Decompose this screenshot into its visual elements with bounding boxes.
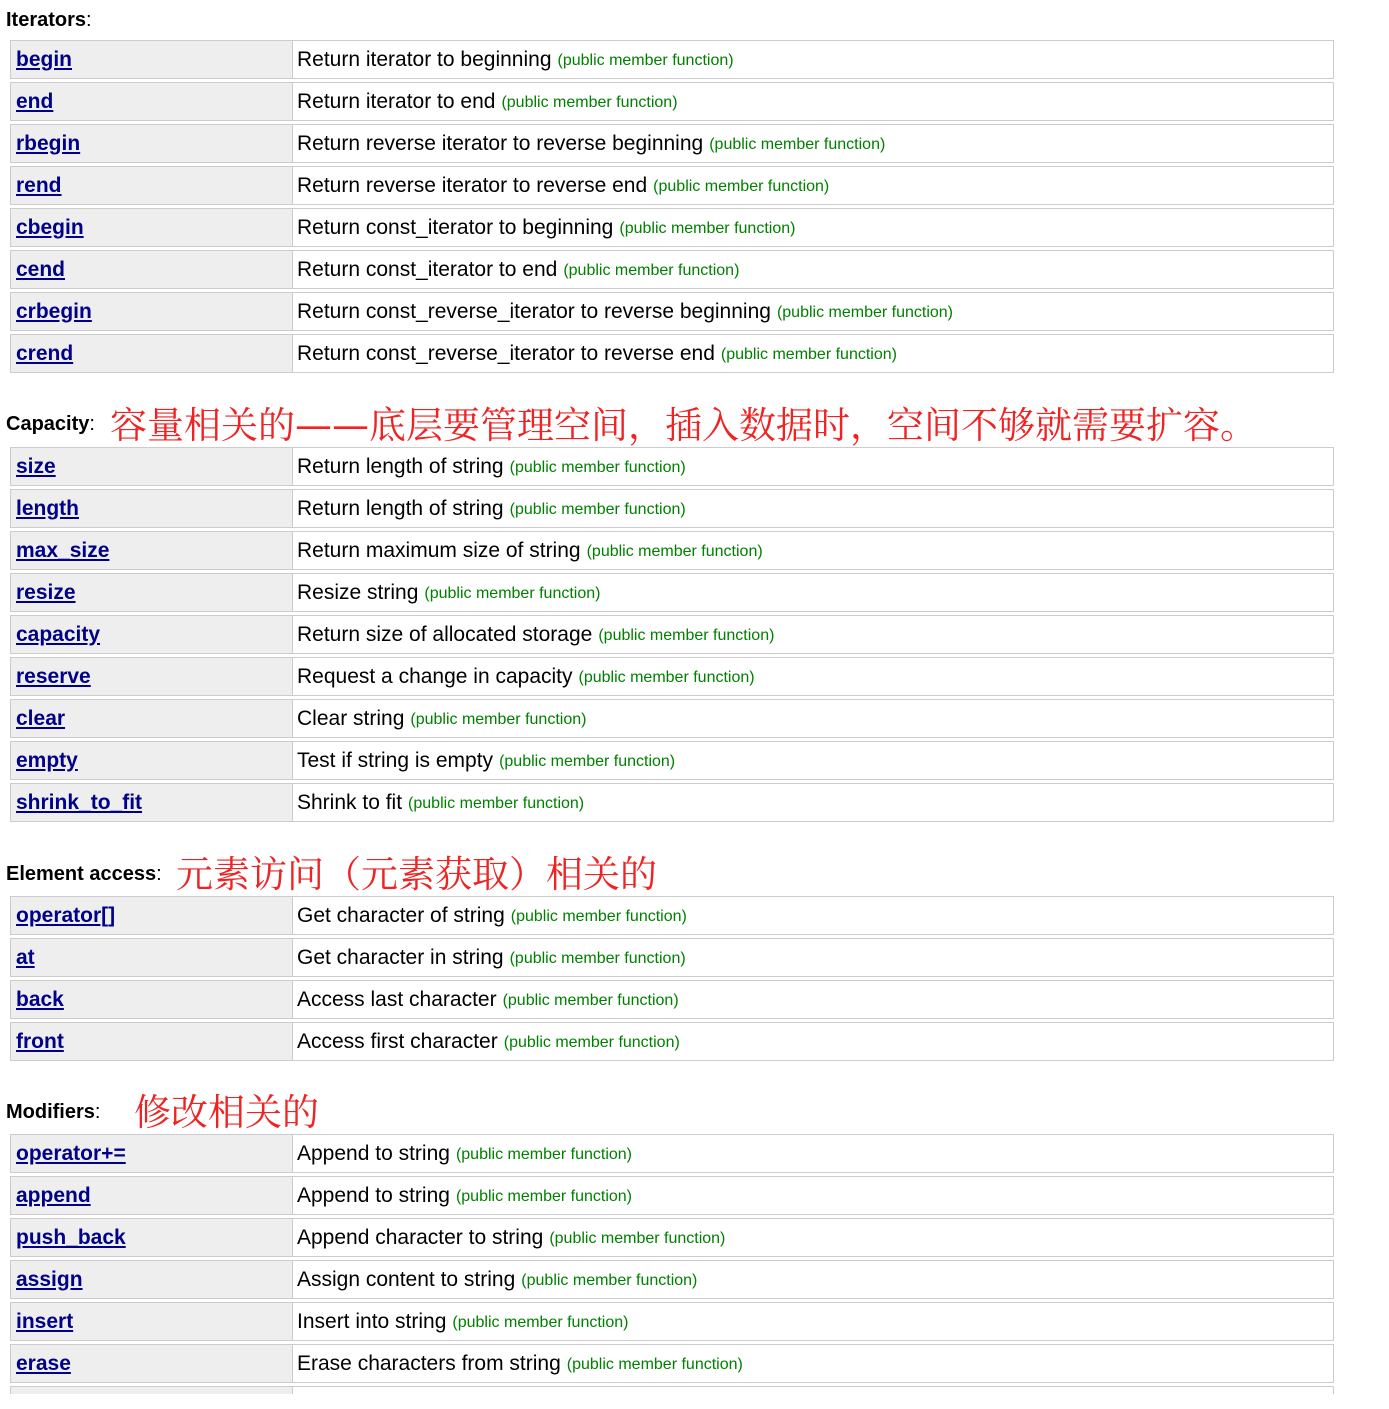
member-kind: (public member function) (455, 1145, 633, 1163)
section-title: Element access: (6, 863, 162, 885)
member-description: Append character to string (297, 1225, 544, 1249)
member-link-end[interactable]: end (16, 89, 54, 113)
member-kind: (public member function) (720, 345, 897, 363)
member-link-operator-plus-equals[interactable]: operator+= (16, 1141, 126, 1165)
member-kind: (public member function) (408, 794, 585, 812)
member-link-rbegin[interactable]: rbegin (16, 131, 81, 155)
member-description: Assign content to string (297, 1267, 516, 1291)
member-description: Test if string is empty (297, 748, 494, 772)
member-description: Request a change in capacity (297, 664, 573, 688)
member-name-cell (11, 83, 293, 120)
member-link-at[interactable]: at (16, 945, 35, 969)
member-name-cell (11, 1135, 293, 1172)
table-row (10, 1260, 1334, 1299)
member-desc-cell (293, 209, 1333, 246)
member-name-cell (11, 335, 293, 372)
member-desc-cell (293, 1023, 1333, 1060)
member-table-modifiers (10, 1134, 1334, 1386)
member-kind: (public member function) (510, 907, 687, 925)
member-desc-cell (293, 125, 1333, 162)
member-kind: (public member function) (653, 177, 830, 195)
member-desc-cell (293, 939, 1333, 976)
member-desc-cell (293, 490, 1333, 527)
annotation-note: 容量相关的——底层要管理空间，插入数据时，空间不够就需要扩容。 (110, 404, 1257, 447)
member-description: Return const_reverse_iterator to reverse beginning (297, 299, 771, 323)
member-description: Get character in string (297, 945, 504, 969)
member-name-cell (11, 616, 293, 653)
member-desc-cell (293, 293, 1333, 330)
table-row (10, 489, 1334, 528)
member-description: Access last character (297, 987, 497, 1011)
table-row (10, 250, 1334, 289)
member-desc-cell (293, 251, 1333, 288)
member-name-cell (11, 1177, 293, 1214)
member-description: Get character of string (297, 903, 505, 927)
member-name-cell (11, 897, 293, 934)
member-name-cell (11, 1023, 293, 1060)
member-link-append[interactable]: append (16, 1183, 91, 1207)
member-desc-cell (293, 616, 1333, 653)
member-name-cell (11, 251, 293, 288)
member-link-empty[interactable]: empty (16, 748, 78, 772)
member-link-erase[interactable]: erase (16, 1351, 71, 1375)
table-row (10, 531, 1334, 570)
member-desc-cell (293, 1135, 1333, 1172)
member-kind: (public member function) (424, 584, 601, 602)
member-desc-cell (293, 532, 1333, 569)
table-row (10, 334, 1334, 373)
member-name-cell (11, 1261, 293, 1298)
table-row (10, 741, 1334, 780)
table-row (10, 1218, 1334, 1257)
table-row (10, 40, 1334, 79)
member-desc-cell (293, 448, 1333, 485)
member-desc-cell (293, 41, 1333, 78)
member-description: Return const_iterator to end (297, 257, 558, 281)
member-desc-cell (293, 700, 1333, 737)
table-row (10, 1022, 1334, 1061)
table-row (10, 938, 1334, 977)
member-name-cell (11, 1387, 293, 1394)
member-desc-cell (293, 1345, 1333, 1382)
member-desc-cell (293, 167, 1333, 204)
member-kind: (public member function) (455, 1187, 633, 1205)
member-description: Return reverse iterator to reverse end (297, 173, 648, 197)
member-description: Resize string (297, 580, 419, 604)
member-desc-cell (293, 742, 1333, 779)
member-kind: (public member function) (501, 93, 678, 111)
table-row (10, 1344, 1334, 1383)
table-row (10, 1134, 1334, 1173)
member-desc-cell (293, 1303, 1333, 1340)
member-desc-cell (293, 784, 1333, 821)
member-desc-cell (293, 574, 1333, 611)
table-row (10, 783, 1334, 822)
member-kind: (public member function) (598, 626, 775, 644)
member-name-cell (11, 167, 293, 204)
member-name-cell (11, 1219, 293, 1256)
member-link-back[interactable]: back (16, 987, 64, 1011)
member-desc-cell (293, 897, 1333, 934)
member-kind: (public member function) (503, 1033, 680, 1051)
member-description: Return reverse iterator to reverse beginning (297, 131, 704, 155)
member-kind: (public member function) (521, 1271, 698, 1289)
member-desc-cell (293, 83, 1333, 120)
member-link-assign[interactable]: assign (16, 1267, 83, 1291)
member-kind: (public member function) (509, 458, 686, 476)
annotation-note: 修改相关的 (134, 1091, 319, 1134)
table-row (10, 896, 1334, 935)
member-kind: (public member function) (509, 949, 686, 967)
member-link-insert[interactable]: insert (16, 1309, 74, 1333)
table-row (10, 573, 1334, 612)
table-row (10, 82, 1334, 121)
table-row (10, 615, 1334, 654)
member-desc-cell (293, 1261, 1333, 1298)
member-name-cell (11, 293, 293, 330)
table-row-cut-off (10, 1386, 1334, 1394)
member-kind: (public member function) (619, 219, 796, 237)
member-description: Insert into string (297, 1309, 447, 1333)
member-name-cell (11, 41, 293, 78)
section-title: Iterators: (6, 9, 92, 31)
member-desc-cell (293, 981, 1333, 1018)
member-name-cell (11, 742, 293, 779)
table-row (10, 292, 1334, 331)
member-name-cell (11, 1345, 293, 1382)
section-title: Capacity: (6, 413, 95, 435)
member-table-iterators (10, 40, 1334, 376)
member-kind: (public member function) (509, 500, 686, 518)
table-row (10, 447, 1334, 486)
member-kind: (public member function) (578, 668, 755, 686)
member-kind: (public member function) (776, 303, 954, 321)
member-description: Return iterator to beginning (297, 47, 552, 71)
member-name-cell (11, 574, 293, 611)
member-link-cbegin[interactable]: cbegin (16, 215, 84, 239)
member-link-resize[interactable]: resize (16, 580, 76, 604)
member-link-cend[interactable]: cend (16, 257, 66, 281)
member-link-capacity[interactable]: capacity (16, 622, 101, 646)
member-kind: (public member function) (502, 991, 679, 1009)
table-row (10, 166, 1334, 205)
member-description: Erase characters from string (297, 1351, 561, 1375)
member-link-operator-subscript[interactable]: operator[] (16, 903, 116, 927)
member-table-capacity (10, 447, 1334, 825)
member-description: Shrink to fit (297, 790, 403, 814)
section-title: Modifiers: (6, 1101, 101, 1123)
member-description: Return const_reverse_iterator to reverse end (297, 341, 715, 365)
member-name-cell (11, 490, 293, 527)
member-name-cell (11, 658, 293, 695)
member-kind: (public member function) (499, 752, 676, 770)
table-row (10, 1302, 1334, 1341)
member-link-front[interactable]: front (16, 1029, 64, 1053)
table-row (10, 980, 1334, 1019)
member-kind: (public member function) (410, 710, 587, 728)
member-link-clear[interactable]: clear (16, 706, 66, 730)
member-description: Return length of string (297, 496, 504, 520)
table-row (10, 699, 1334, 738)
member-desc-cell (293, 1177, 1333, 1214)
member-description: Return maximum size of string (297, 538, 581, 562)
table-row (10, 208, 1334, 247)
member-kind: (public member function) (709, 135, 886, 153)
member-link-crbegin[interactable]: crbegin (16, 299, 92, 323)
member-name-cell (11, 784, 293, 821)
member-link-crend[interactable]: crend (16, 341, 74, 365)
member-description: Return iterator to end (297, 89, 496, 113)
member-link-begin[interactable]: begin (16, 47, 72, 71)
member-kind: (public member function) (563, 261, 740, 279)
member-desc-cell (293, 658, 1333, 695)
member-kind: (public member function) (586, 542, 763, 560)
annotation-note: 元素访问（元素获取）相关的 (176, 853, 657, 896)
member-name-cell (11, 125, 293, 162)
member-kind: (public member function) (452, 1313, 629, 1331)
member-description: Return length of string (297, 454, 504, 478)
table-row (10, 1176, 1334, 1215)
table-row (10, 657, 1334, 696)
member-kind: (public member function) (549, 1229, 726, 1247)
member-description: Clear string (297, 706, 405, 730)
table-row (10, 124, 1334, 163)
member-kind: (public member function) (566, 1355, 743, 1373)
member-name-cell (11, 532, 293, 569)
member-name-cell (11, 981, 293, 1018)
member-description: Return size of allocated storage (297, 622, 593, 646)
member-description: Access first character (297, 1029, 498, 1053)
member-name-cell (11, 448, 293, 485)
member-name-cell (11, 1303, 293, 1340)
member-name-cell (11, 939, 293, 976)
member-link-size[interactable]: size (16, 454, 56, 478)
member-table-element-access (10, 896, 1334, 1064)
member-desc-cell (293, 1219, 1333, 1256)
member-kind: (public member function) (557, 51, 734, 69)
member-link-shrink-to-fit[interactable]: shrink_to_fit (16, 790, 143, 814)
member-link-length[interactable]: length (16, 496, 79, 520)
member-description: Append to string (297, 1183, 450, 1207)
member-name-cell (11, 700, 293, 737)
member-description: Append to string (297, 1141, 450, 1165)
member-desc-cell (293, 335, 1333, 372)
member-name-cell (11, 209, 293, 246)
member-link-reserve[interactable]: reserve (16, 664, 91, 688)
member-link-max-size[interactable]: max_size (16, 538, 110, 562)
member-description: Return const_iterator to beginning (297, 215, 614, 239)
member-link-rend[interactable]: rend (16, 173, 62, 197)
member-link-push-back[interactable]: push_back (16, 1225, 126, 1249)
